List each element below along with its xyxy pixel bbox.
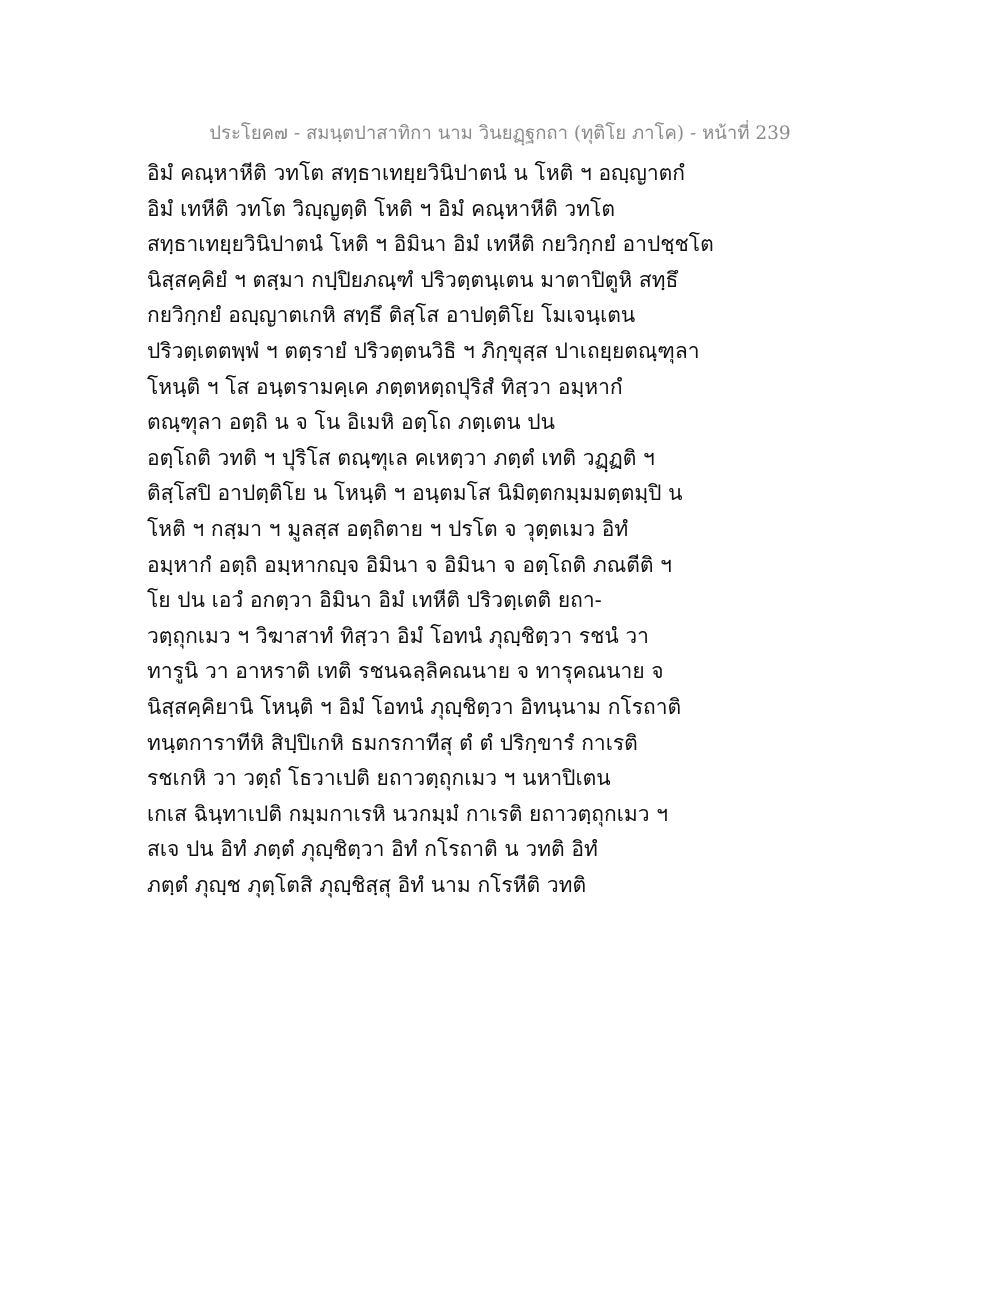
text-line: สเจ ปน อิทํ ภตฺตํ ภุญฺชิตฺวา อิทํ กโรถาติ น วทติ อิทํ bbox=[147, 837, 598, 862]
text-line: ทารูนิ วา อาหราติ เทติ รชนฉลฺลิคณนาย จ ทารุคณนาย จ bbox=[147, 659, 664, 684]
text-line: อิมํ คณฺหาหีติ วทโต สทฺธาเทยฺยวินิปาตนํ น โหติ ฯ อญฺญาตกํ bbox=[147, 161, 685, 185]
text-line: ทนฺตการาทีหิ สิปฺปิเกหิ ธมกรกาทีสุ ตํ ตํ ปริกฺขารํ กาเรติ bbox=[147, 730, 638, 755]
text-line: โหติ ฯ กสฺมา ฯ มูลสฺส อตฺถิตาย ฯ ปรโต จ วุตฺตเมว อิทํ bbox=[147, 516, 629, 541]
text-line: วตฺถุกเมว ฯ วิฆาสาทํ ทิสฺวา อิมํ โอทนํ ภุญฺชิตฺวา รชนํ วา bbox=[147, 623, 649, 648]
text-line: เกเส ฉินฺทาเปติ กมฺมกาเรหิ นวกมฺมํ กาเรติ ยถาวตฺถุกเมว ฯ bbox=[147, 801, 669, 826]
text-line: ติสฺโสปิ อาปตฺติโย น โหนฺติ ฯ อนฺตมโส นิมิตฺตกมฺมมตฺตมฺปิ น bbox=[147, 481, 683, 506]
page-header: ประโยค๗ - สมนฺตปาสาทิกา นาม วินยฏฺฐกถา (ทุติโย ภาโค) - หน้าที่ 239 bbox=[209, 123, 791, 144]
text-line: ภตฺตํ ภุญฺช ภุตฺโตสิ ภุญฺชิสฺสุ อิทํ นาม กโรหีติ วทติ bbox=[147, 872, 587, 897]
text-line: อิมํ เทหีติ วทโต วิญฺญตฺติ โหติ ฯ อิมํ คณฺหาหีติ วทโต bbox=[147, 196, 615, 221]
text-line: โหนฺติ ฯ โส อนฺตรามคฺเค ภตฺตหตฺถปุริสํ ทิสฺวา อมฺหากํ bbox=[147, 374, 623, 399]
text-line: อมฺหากํ อตฺถิ อมฺหากญฺจ อิมินา จ อิมินา จ อตฺโถติ ภณตีติ ฯ bbox=[147, 552, 672, 577]
text-line: ตณฺฑุลา อตฺถิ น จ โน อิเมหิ อตฺโถ ภตฺเตน ปน bbox=[147, 410, 555, 435]
text-line: รชเกหิ วา วตฺถํ โธวาเปติ ยถาวตฺถุกเมว ฯ นหาปิเตน bbox=[147, 766, 611, 791]
text-line: สทฺธาเทยฺยวินิปาตนํ โหติ ฯ อิมินา อิมํ เทหีติ กยวิกฺกยํ อาปชฺชโต bbox=[147, 232, 714, 257]
text-line: ปริวตฺเตตพฺพํ ฯ ตตฺรายํ ปริวตฺตนวิธิ ฯ ภิกฺขุสฺส ปาเถยฺยตณฺฑุลา bbox=[147, 338, 700, 363]
text-line: นิสฺสคฺคิยานิ โหนฺติ ฯ อิมํ โอทนํ ภุญฺชิตฺวา อิทนฺนาม กโรถาติ bbox=[147, 694, 682, 719]
text-line: โย ปน เอวํ อกตฺวา อิมินา อิมํ เทหีติ ปริวตฺเตติ ยถา- bbox=[147, 588, 602, 613]
body-text bbox=[147, 156, 867, 903]
text-line: กยวิกฺกยํ อญฺญาตเกหิ สทฺธึ ติสฺโส อาปตฺติโย โมเจนฺเตน bbox=[147, 303, 636, 328]
text-line: นิสฺสคฺคิยํ ฯ ตสฺมา กปฺปิยภณฺฑํ ปริวตฺตนฺเตน มาตาปิตูหิ สทฺธึ bbox=[147, 267, 679, 292]
text-line: อตฺโถติ วทติ ฯ ปุริโส ตณฺฑุเล คเหตฺวา ภตฺตํ เทติ วฏฺฏติ ฯ bbox=[147, 445, 655, 470]
